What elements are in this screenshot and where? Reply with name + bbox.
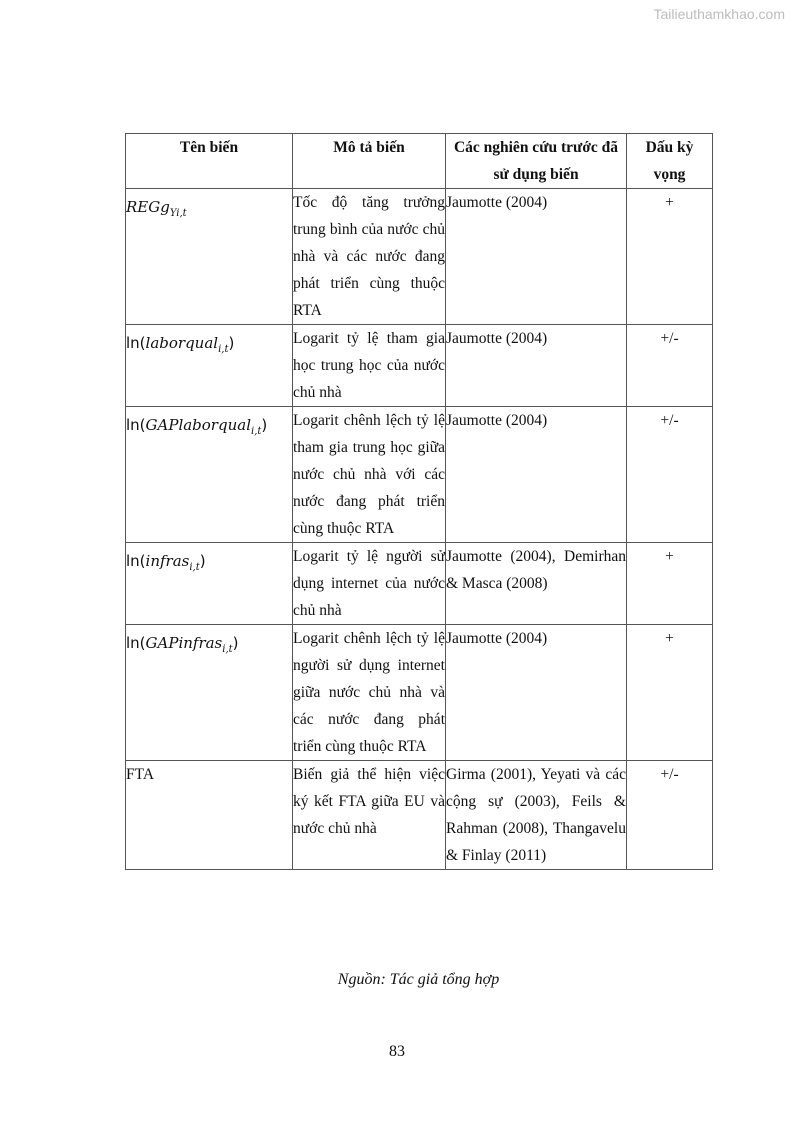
variable-name-cell (126, 625, 293, 761)
table-row (126, 325, 713, 407)
variable-name-cell (126, 325, 293, 407)
variable-name-cell: FTA (126, 761, 293, 870)
variable-description: Logarit chênh lệch tỷ lệ người sử dụng internet giữa nước chủ nhà và các nước đang phát triển cùng thuộc RTA (293, 625, 446, 761)
expected-sign: + (627, 625, 713, 761)
header-variable-name: Tên biến (126, 134, 293, 189)
expected-sign: +/- (627, 407, 713, 543)
variable-formula: ln(laborqual$_{i,t}$) (126, 334, 235, 355)
header-expected-sign: Dấu kỳ vọng (627, 134, 713, 189)
variable-formula: ln(GAPlaborqual$_{i,t}$) (126, 416, 268, 437)
variable-formula: REGg$_{Yi,t}$ (126, 198, 187, 219)
previous-studies: Jaumotte (2004) (446, 407, 627, 543)
variable-formula: ln(infras$_{i,t}$) (126, 552, 206, 573)
expected-sign: + (627, 189, 713, 325)
variable-description: Logarit tỷ lệ người sử dụng internet của nước chủ nhà (293, 543, 446, 625)
table-row (126, 189, 713, 325)
source-note: Nguồn: Tác giả tổng hợp (337, 971, 500, 988)
variables-table (125, 133, 713, 870)
page-number: 83 (389, 1043, 405, 1060)
variable-name-cell (126, 407, 293, 543)
variable-description: Logarit chênh lệch tỷ lệ tham gia trung học giữa nước chủ nhà với các nước đang phát triển cùng thuộc RTA (293, 407, 446, 543)
variable-description: Logarit tỷ lệ tham gia học trung học của nước chủ nhà (293, 325, 446, 407)
expected-sign: +/- (627, 325, 713, 407)
variable-formula: ln(GAPinfras$_{i,t}$) (126, 634, 239, 655)
watermark: Tailieuthamkhao.com (653, 6, 785, 22)
previous-studies: Girma (2001), Yeyati và các cộng sự (2003), Feils & Rahman (2008), Thangavelu & Finlay (2011) (446, 761, 627, 870)
variable-name-cell (126, 189, 293, 325)
header-previous-studies: Các nghiên cứu trước đã sử dụng biến (446, 134, 627, 189)
variable-description: Biến giả thể hiện việc ký kết FTA giữa EU và nước chủ nhà (293, 761, 446, 870)
variable-name-cell (126, 543, 293, 625)
expected-sign: + (627, 543, 713, 625)
table-row (126, 625, 713, 761)
previous-studies: Jaumotte (2004) (446, 325, 627, 407)
variable-description: Tốc độ tăng trưởng trung bình của nước chủ nhà và các nước đang phát triển cùng thuộc RTA (293, 189, 446, 325)
table-row (126, 407, 713, 543)
header-variable-description: Mô tả biến (293, 134, 446, 189)
table-row (126, 543, 713, 625)
expected-sign: +/- (627, 761, 713, 870)
table-header-row (126, 134, 713, 189)
previous-studies: Jaumotte (2004), Demirhan & Masca (2008) (446, 543, 627, 625)
previous-studies: Jaumotte (2004) (446, 189, 627, 325)
table-row (126, 761, 713, 870)
previous-studies: Jaumotte (2004) (446, 625, 627, 761)
